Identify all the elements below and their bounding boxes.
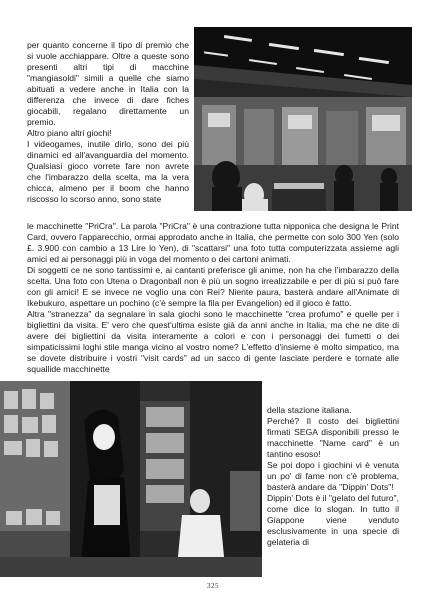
paragraph-prize-machines: per quanto concerne il tipo di premio che si vuole acchiappare. Oltre a queste sono presenti altri tipi di macchine "mangiasoldi" simili a quelle che siamo abituati a vedere anche in Italia con la differenza che invece di dare fiches giocabili, regalano direttamente un premio.: [27, 40, 189, 127]
paragraph-sega-cards: Perché? Il costo dei bigliettini firmati SEGA disponibili presso le macchinette "Name card" è un tantino esoso!: [267, 416, 399, 459]
paragraph-videogames: I videogames, inutile dirlo, sono dei più dinamici ed all'avanguardia del momento. Qualsiasi gioco vorrete fare non avrete che l'imbarazzo della scelta, ma la vera chicca, almeno per il boom che hanno riscosso lo scorso anno, sono state: [27, 139, 189, 204]
paragraph-dippin-dots: Dippin' Dots è il "gelato del futuro", come dice lo slogan. In tutto il Giappone viene venduto esclusivamente in una specie di gelateria di: [267, 493, 399, 547]
arcade-interior-image: [194, 27, 412, 211]
paragraph-station: della stazione italiana.: [267, 405, 352, 415]
paragraph-pricra: le macchinette "PriCra". La parola "PriCra" è una contrazione tutta nipponica che designa le Print Card, ovvero l'apparecchio, ormai approdato anche in Italia, che permette con solo 300 Yen (solo £. 3.900 con cambio a 13 Lire lo Yen), di "scattarsi" una foto tutta computerizzata assieme agli amici ed ai personaggi più in voga del momento o dei cartoni animati.: [27, 221, 399, 264]
paragraph-another-floor: Altro piano altri giochi!: [27, 128, 112, 138]
text-column-bottom: [267, 405, 399, 548]
arcade-interior-photo: [194, 27, 412, 211]
paragraph-oddities: Altra "stranezza" da segnalare in sala giochi sono le macchinette "crea profumo" e quelle per i bigliettini da visita. E' vero che quest'ultima esiste già da anni anche in Italia, ma che ne dite di avere dei bigliettini da visita interamente a colori e con i personaggi dei fumetti o dei simpaticissimi loghi stile manga vicino al vostro nome? L'effetto d'insieme è molto simpatico, ma se dovete distribuire i vostri "visit cards" ad un sacco di gente lasciate perdere e tornate alle squallide macchinette: [27, 309, 399, 374]
paragraph-subjects: Di soggetti ce ne sono tantissimi e, ai cantanti preferisce gli anime, non ha che l'imbarazzo della scelta. Una foto con Utena o Dragonball non è più un sogno irrealizzabile e per di più si può fare con gli amici! E se invece ne voglio una con Rei? Niente paura, basterà andare all'Animate di Ikebukuro, aspettare un pochino (c'è sempre la fila per Evangelion) ed il gioco è fatto.: [27, 265, 399, 308]
anime-store-image: [0, 381, 262, 577]
text-column-top: [27, 40, 189, 205]
paragraph-hunger: Se poi dopo i giochini vi è venuta un po' di fame non c'è problema, basterà andare da "Dippin' Dots"!: [267, 460, 399, 492]
anime-store-photo: [0, 381, 262, 577]
page-number: 325: [207, 582, 219, 590]
text-full-width: [27, 221, 399, 375]
